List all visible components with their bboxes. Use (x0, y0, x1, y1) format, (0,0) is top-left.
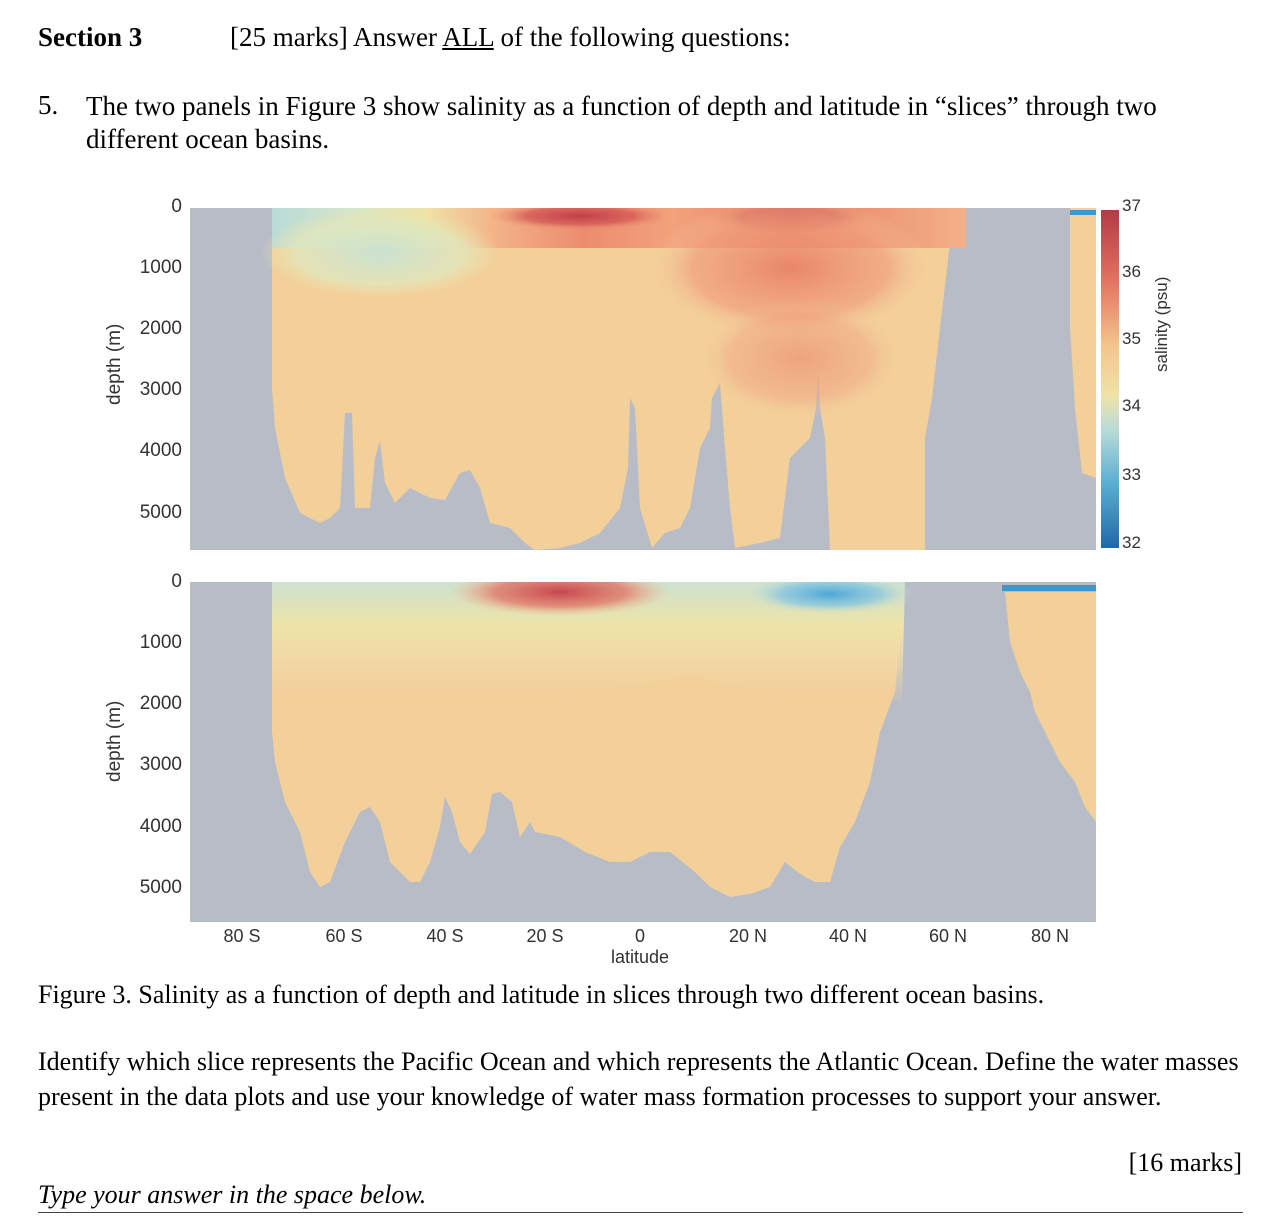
latitude-tick: 40 N (828, 926, 868, 946)
bottom-depth-tick: 5000 (139, 877, 182, 898)
latitude-tick: 40 S (426, 926, 464, 946)
top-depth-axis-title: depth (m) (104, 323, 125, 405)
top-panel-fresh-surface (1070, 210, 1096, 215)
bottom-depth-tick: 1000 (139, 632, 182, 653)
salinity-colorbar (1101, 210, 1119, 548)
bottom-depth-tick: 4000 (139, 816, 182, 837)
latitude-tick: 80 N (1030, 926, 1070, 946)
top-panel-ocean-north (1070, 208, 1096, 478)
colorbar-tick: 33 (1122, 465, 1141, 484)
top-panel-deep-plume (700, 298, 900, 418)
colorbar-tick: 36 (1122, 262, 1141, 281)
instruction-emphasis: ALL (442, 22, 494, 52)
question-instructions: Identify which slice represents the Pacific Ocean and which represents the Atlantic Ocean. Define the water masses present in the data plots and use your knowledge of water mass formation processes to support your answer. (38, 1047, 1239, 1111)
top-panel-north-salinity-core (710, 208, 870, 236)
colorbar-tick: 34 (1122, 396, 1141, 415)
instruction-suffix: of the following questions: (493, 22, 791, 52)
answer-prompt: Type your answer in the space below. (38, 1180, 427, 1209)
bottom-panel-ocean (272, 582, 905, 897)
bottom-panel-ocean-north (1005, 592, 1096, 822)
bottom-panel-fresh-lens (745, 582, 915, 614)
bottom-depth-axis-title: depth (m) (104, 700, 125, 782)
bottom-panel-upper-water (272, 582, 905, 707)
latitude-tick: 20 S (526, 926, 564, 946)
latitude-tick: 60 S (325, 926, 363, 946)
bottom-panel-fresh-surface (1002, 585, 1096, 591)
bottom-salinity-panel (190, 582, 1096, 922)
colorbar-tick: 35 (1122, 329, 1141, 348)
question-text: The two panels in Figure 3 show salinity as a function of depth and latitude in “slices” through two different ocean basins. (86, 91, 1157, 154)
top-depth-tick: 3000 (139, 379, 182, 400)
top-panel-north-plume (650, 208, 930, 338)
latitude-tick: 0 (634, 926, 645, 946)
top-depth-tick: 2000 (139, 318, 182, 339)
top-panel-land (190, 208, 1096, 550)
colorbar-gradient (1101, 210, 1119, 548)
bottom-depth-tick: 3000 (139, 754, 182, 775)
top-depth-tick: 5000 (139, 502, 182, 523)
bottom-panel-land (190, 582, 1096, 922)
latitude-tick: 80 S (223, 926, 261, 946)
latitude-axis-title: latitude (610, 947, 670, 967)
top-depth-tick: 4000 (139, 440, 182, 461)
section-instructions (230, 22, 791, 53)
figure-caption: Figure 3. Salinity as a function of depth and latitude in slices through two different ocean basins. (38, 980, 1045, 1009)
top-depth-tick: 1000 (139, 257, 182, 278)
instruction-prefix: [25 marks] Answer (230, 22, 443, 52)
top-panel-ocean (272, 208, 965, 550)
colorbar-tick: 37 (1122, 196, 1141, 215)
top-salinity-panel (190, 208, 1096, 550)
marks-label: [16 marks] (1128, 1148, 1242, 1177)
top-panel-sub-salinity-core (490, 208, 670, 230)
question-number: 5. (38, 90, 59, 120)
colorbar-title: salinity (psu) (1152, 276, 1171, 372)
top-panel-mid-lens (260, 208, 500, 298)
top-depth-tick: 0 (171, 196, 182, 217)
bottom-depth-tick: 2000 (139, 693, 182, 714)
colorbar-tick: 32 (1122, 533, 1141, 552)
answer-line (38, 1212, 1243, 1213)
bottom-depth-tick: 0 (171, 571, 182, 592)
latitude-tick: 60 N (928, 926, 968, 946)
latitude-tick: 20 N (728, 926, 768, 946)
bottom-panel-salinity-core (450, 582, 670, 616)
section-label: Section 3 (38, 22, 143, 52)
top-panel-surface-band (272, 208, 966, 248)
